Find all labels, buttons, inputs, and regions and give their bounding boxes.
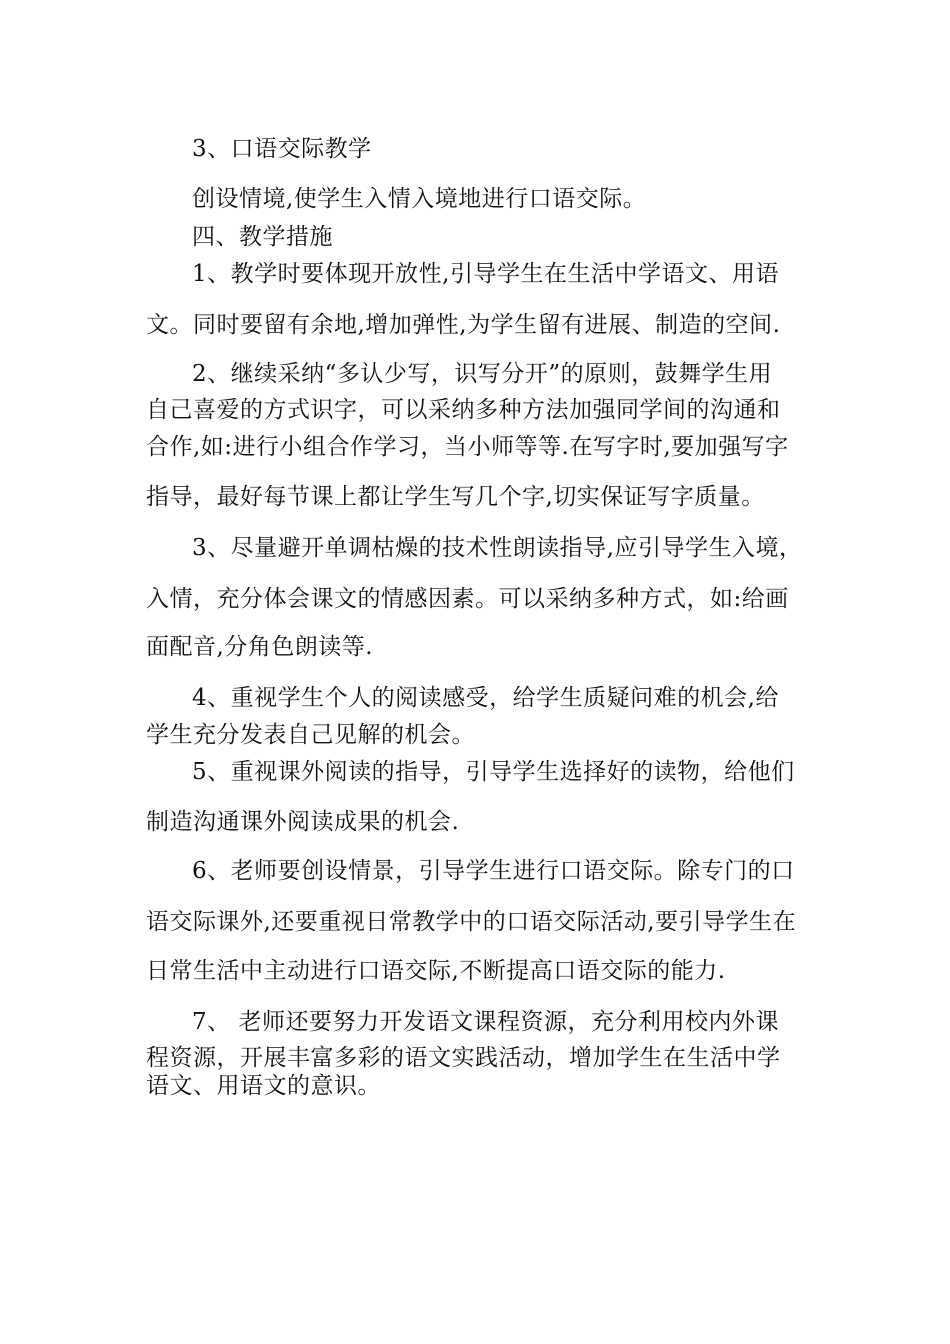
paragraph-line: 创设情境,使学生入情入境地进行口语交际。 bbox=[192, 186, 647, 212]
paragraph-line: 入情，充分体会课文的情感因素。可以采纳多种方式，如:给画 bbox=[146, 586, 789, 612]
section-heading-oral-teaching: 3、口语交际教学 bbox=[192, 136, 372, 162]
paragraph-line: 制造沟通课外阅读成果的机会. bbox=[146, 809, 460, 835]
paragraph-line: 日常生活中主动进行口语交际,不断提高口语交际的能力. bbox=[146, 958, 726, 984]
paragraph-line: 语文、用语文的意识。 bbox=[146, 1073, 381, 1099]
section-heading-measures: 四、教学措施 bbox=[192, 224, 333, 250]
paragraph-line: 2、继续采纳“多认少写，识写分开”的原则，鼓舞学生用 bbox=[192, 361, 773, 387]
paragraph-line: 1、教学时要体现开放性,引导学生在生活中学语文、用语 bbox=[192, 261, 779, 287]
paragraph-line: 程资源，开展丰富多彩的语文实践活动，增加学生在生活中学 bbox=[146, 1045, 781, 1071]
paragraph-line: 3、尽量避开单调枯燥的技术性朗读指导,应引导学生入境， bbox=[192, 535, 803, 561]
paragraph-line: 指导，最好每节课上都让学生写几个字,切实保证写字质量。 bbox=[146, 484, 765, 510]
paragraph-line: 4、重视学生个人的阅读感受，给学生质疑问难的机会,给 bbox=[192, 685, 779, 711]
paragraph-line: 5、重视课外阅读的指导，引导学生选择好的读物，给他们 bbox=[192, 759, 795, 785]
paragraph-line: 面配音,分角色朗读等. bbox=[146, 634, 374, 660]
paragraph-line: 合作,如:进行小组合作学习，当小师等等.在写字时,要加强写字 bbox=[146, 434, 789, 460]
paragraph-line: 学生充分发表自己见解的机会。 bbox=[146, 722, 475, 748]
paragraph-line: 语交际课外,还要重视日常教学中的口语交际活动,要引导学生在 bbox=[146, 909, 797, 935]
paragraph-line: 6、老师要创设情景，引导学生进行口语交际。除专门的口 bbox=[192, 858, 795, 884]
paragraph-line: 7、 老师还要努力开发语文课程资源，充分利用校内外课 bbox=[192, 1009, 779, 1035]
paragraph-line: 自己喜爱的方式识字，可以采纳多种方法加强同学间的沟通和 bbox=[146, 397, 781, 423]
paragraph-line: 文。同时要留有余地,增加弹性,为学生留有进展、制造的空间. bbox=[146, 312, 781, 338]
